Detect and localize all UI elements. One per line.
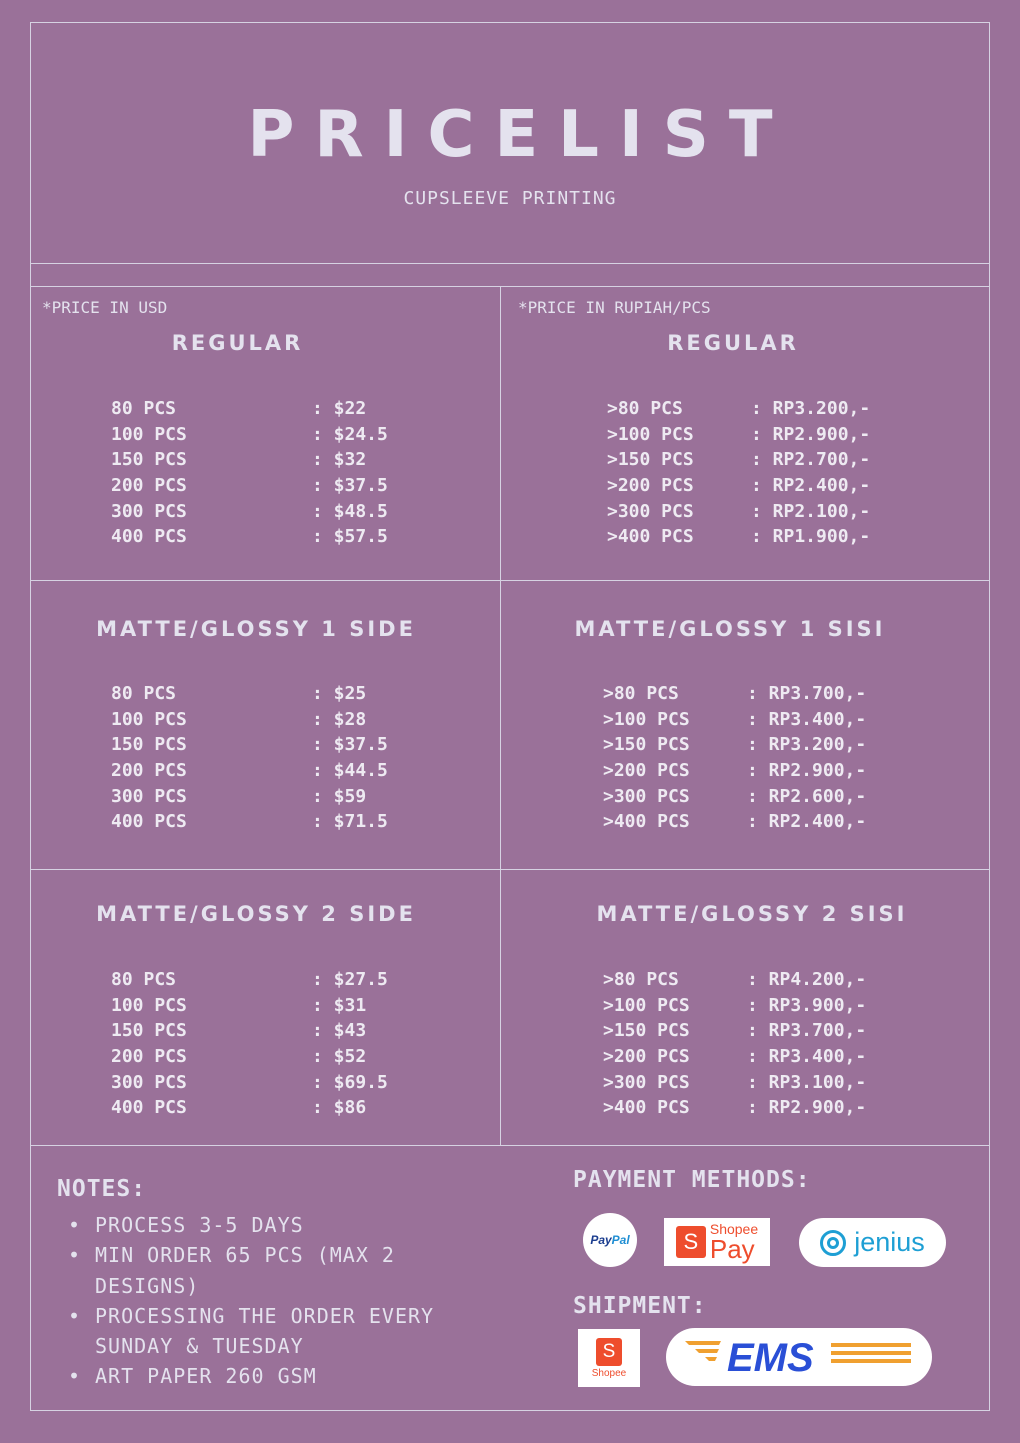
price: : RP2.400,- xyxy=(751,475,871,497)
quantity: 400 PCS xyxy=(111,526,187,548)
quantity: 150 PCS xyxy=(111,734,187,756)
shopeepay-logo: S Shopee Pay xyxy=(664,1218,770,1266)
price-row xyxy=(607,396,967,422)
header-divider-top xyxy=(30,263,990,264)
quantity: >300 PCS xyxy=(603,785,690,807)
quantity: >150 PCS xyxy=(603,734,690,756)
quantity: >100 PCS xyxy=(603,994,690,1016)
price-row xyxy=(603,784,963,810)
quantity: 300 PCS xyxy=(111,500,187,522)
quantity: >80 PCS xyxy=(603,683,679,704)
row-divider-2 xyxy=(30,869,990,870)
price-row xyxy=(607,473,967,499)
usd-section-title: MATTE/GLOSSY 1 SIDE xyxy=(96,617,416,641)
header-divider-bottom xyxy=(30,286,990,287)
price-row xyxy=(607,524,967,550)
ems-logo xyxy=(666,1328,932,1386)
idr-regular-list xyxy=(607,396,967,550)
price-row xyxy=(607,422,967,448)
price-row xyxy=(111,396,471,422)
price-row xyxy=(111,422,471,448)
price-row xyxy=(603,993,963,1019)
quantity: >400 PCS xyxy=(603,1097,690,1119)
usd-section-title: REGULAR xyxy=(171,331,304,355)
usd-section-title: MATTE/GLOSSY 2 SIDE xyxy=(96,902,416,926)
row-divider-3 xyxy=(30,1145,990,1146)
paypal-logo: Pay Pal xyxy=(583,1213,637,1267)
note-item: • ART PAPER 260 GSM xyxy=(66,1361,496,1391)
payment-methods-title: PAYMENT METHODS: xyxy=(573,1167,811,1193)
price-row xyxy=(111,707,471,733)
column-divider xyxy=(500,287,501,1145)
price: : $22 xyxy=(312,398,367,419)
jenius-logo: jenius xyxy=(799,1218,946,1267)
price: : $57.5 xyxy=(312,526,388,548)
price: : $25 xyxy=(312,683,367,704)
price-row xyxy=(111,681,471,707)
price-row xyxy=(603,967,963,993)
notes-list xyxy=(66,1210,496,1392)
price-row xyxy=(111,1070,471,1096)
idr-price-note: *PRICE IN RUPIAH/PCS xyxy=(518,298,711,317)
price-row xyxy=(603,732,963,758)
quantity: >300 PCS xyxy=(603,1071,690,1093)
ems-wordmark-icon xyxy=(681,1335,917,1379)
price-row xyxy=(603,707,963,733)
price-row xyxy=(111,1095,471,1121)
price-row xyxy=(603,681,963,707)
price-row xyxy=(603,1095,963,1121)
quantity: >100 PCS xyxy=(603,708,690,730)
row-divider-1 xyxy=(30,580,990,581)
note-item: • PROCESSING THE ORDER EVERY SUNDAY & TUESDAY xyxy=(66,1301,496,1362)
price-row xyxy=(603,809,963,835)
quantity: >400 PCS xyxy=(603,811,690,833)
idr-matte1-list xyxy=(603,681,963,835)
price-row xyxy=(111,967,471,993)
notes-title: NOTES: xyxy=(57,1176,147,1202)
price-row xyxy=(111,1018,471,1044)
price: : RP3.900,- xyxy=(747,994,867,1016)
quantity: >300 PCS xyxy=(607,500,694,522)
quantity: 400 PCS xyxy=(111,1097,187,1119)
note-item: • MIN ORDER 65 PCS (MAX 2 DESIGNS) xyxy=(66,1240,496,1301)
price: : RP3.400,- xyxy=(747,708,867,730)
price-row xyxy=(603,1044,963,1070)
shopping-bag-icon: S xyxy=(676,1226,706,1258)
price: : RP1.900,- xyxy=(751,526,871,548)
price: : $59 xyxy=(312,785,367,807)
quantity: 200 PCS xyxy=(111,760,187,782)
shipment-title: SHIPMENT: xyxy=(573,1293,707,1319)
price: : $48.5 xyxy=(312,500,388,522)
price: : RP2.100,- xyxy=(751,500,871,522)
quantity: 80 PCS xyxy=(111,398,177,419)
quantity: 100 PCS xyxy=(111,994,187,1016)
shopping-bag-icon: S xyxy=(596,1338,622,1366)
note-item: • PROCESS 3-5 DAYS xyxy=(66,1210,496,1240)
price: : RP2.900,- xyxy=(751,423,871,445)
quantity: 200 PCS xyxy=(111,475,187,497)
price: : $71.5 xyxy=(312,811,388,833)
quantity: >100 PCS xyxy=(607,423,694,445)
quantity: 80 PCS xyxy=(111,683,177,704)
quantity: >200 PCS xyxy=(603,760,690,782)
price: : $37.5 xyxy=(312,475,388,497)
price-row xyxy=(603,758,963,784)
shopee-logo: S Shopee xyxy=(578,1329,640,1387)
page-title: PRICELIST xyxy=(247,98,793,172)
usd-regular-list xyxy=(111,396,471,550)
price: : RP3.200,- xyxy=(747,734,867,756)
price-row xyxy=(111,447,471,473)
idr-section-title: REGULAR xyxy=(667,331,799,355)
quantity: >150 PCS xyxy=(607,449,694,471)
quantity: >80 PCS xyxy=(603,969,679,990)
price: : $31 xyxy=(312,994,367,1016)
price-row xyxy=(111,1044,471,1070)
price-row xyxy=(603,1070,963,1096)
page-subtitle: CUPSLEEVE PRINTING xyxy=(403,188,617,209)
price: : $69.5 xyxy=(312,1071,388,1093)
price: : $32 xyxy=(312,449,367,471)
price: : $37.5 xyxy=(312,734,388,756)
idr-section-title: MATTE/GLOSSY 1 SISI xyxy=(574,617,886,641)
quantity: 150 PCS xyxy=(111,449,187,471)
price: : RP3.100,- xyxy=(747,1071,867,1093)
price: : RP2.900,- xyxy=(747,760,867,782)
price-row xyxy=(111,993,471,1019)
price: : RP2.600,- xyxy=(747,785,867,807)
usd-matte2-list xyxy=(111,967,471,1121)
price-row xyxy=(111,524,471,550)
price: : RP2.400,- xyxy=(747,811,867,833)
quantity: >400 PCS xyxy=(607,526,694,548)
price: : RP3.200,- xyxy=(751,398,871,419)
price: : $24.5 xyxy=(312,423,388,445)
quantity: >80 PCS xyxy=(607,398,683,419)
price: : $28 xyxy=(312,708,367,730)
quantity: 200 PCS xyxy=(111,1046,187,1068)
quantity: 400 PCS xyxy=(111,811,187,833)
price: : RP2.700,- xyxy=(751,449,871,471)
price-row xyxy=(607,499,967,525)
quantity: 100 PCS xyxy=(111,708,187,730)
price: : $43 xyxy=(312,1020,367,1042)
quantity: 300 PCS xyxy=(111,1071,187,1093)
quantity: >200 PCS xyxy=(603,1046,690,1068)
price: : $86 xyxy=(312,1097,367,1119)
price-row xyxy=(603,1018,963,1044)
price-row xyxy=(111,473,471,499)
idr-section-title: MATTE/GLOSSY 2 SISI xyxy=(596,902,908,926)
quantity: >150 PCS xyxy=(603,1020,690,1042)
idr-matte2-list xyxy=(603,967,963,1121)
svg-text:EMS: EMS xyxy=(727,1336,814,1379)
price: : $27.5 xyxy=(312,969,388,990)
price-row xyxy=(607,447,967,473)
quantity: >200 PCS xyxy=(607,475,694,497)
price-row xyxy=(111,732,471,758)
price: : $44.5 xyxy=(312,760,388,782)
usd-price-note: *PRICE IN USD xyxy=(42,298,168,317)
quantity: 150 PCS xyxy=(111,1020,187,1042)
quantity: 300 PCS xyxy=(111,785,187,807)
price: : RP4.200,- xyxy=(747,969,867,990)
price-row xyxy=(111,784,471,810)
price: : RP3.400,- xyxy=(747,1046,867,1068)
quantity: 80 PCS xyxy=(111,969,177,990)
price-row xyxy=(111,809,471,835)
price: : RP3.700,- xyxy=(747,1020,867,1042)
price: : RP3.700,- xyxy=(747,683,867,704)
price: : $52 xyxy=(312,1046,367,1068)
jenius-ring-icon xyxy=(820,1230,846,1256)
quantity: 100 PCS xyxy=(111,423,187,445)
price: : RP2.900,- xyxy=(747,1097,867,1119)
price-row xyxy=(111,758,471,784)
usd-matte1-list xyxy=(111,681,471,835)
price-row xyxy=(111,499,471,525)
